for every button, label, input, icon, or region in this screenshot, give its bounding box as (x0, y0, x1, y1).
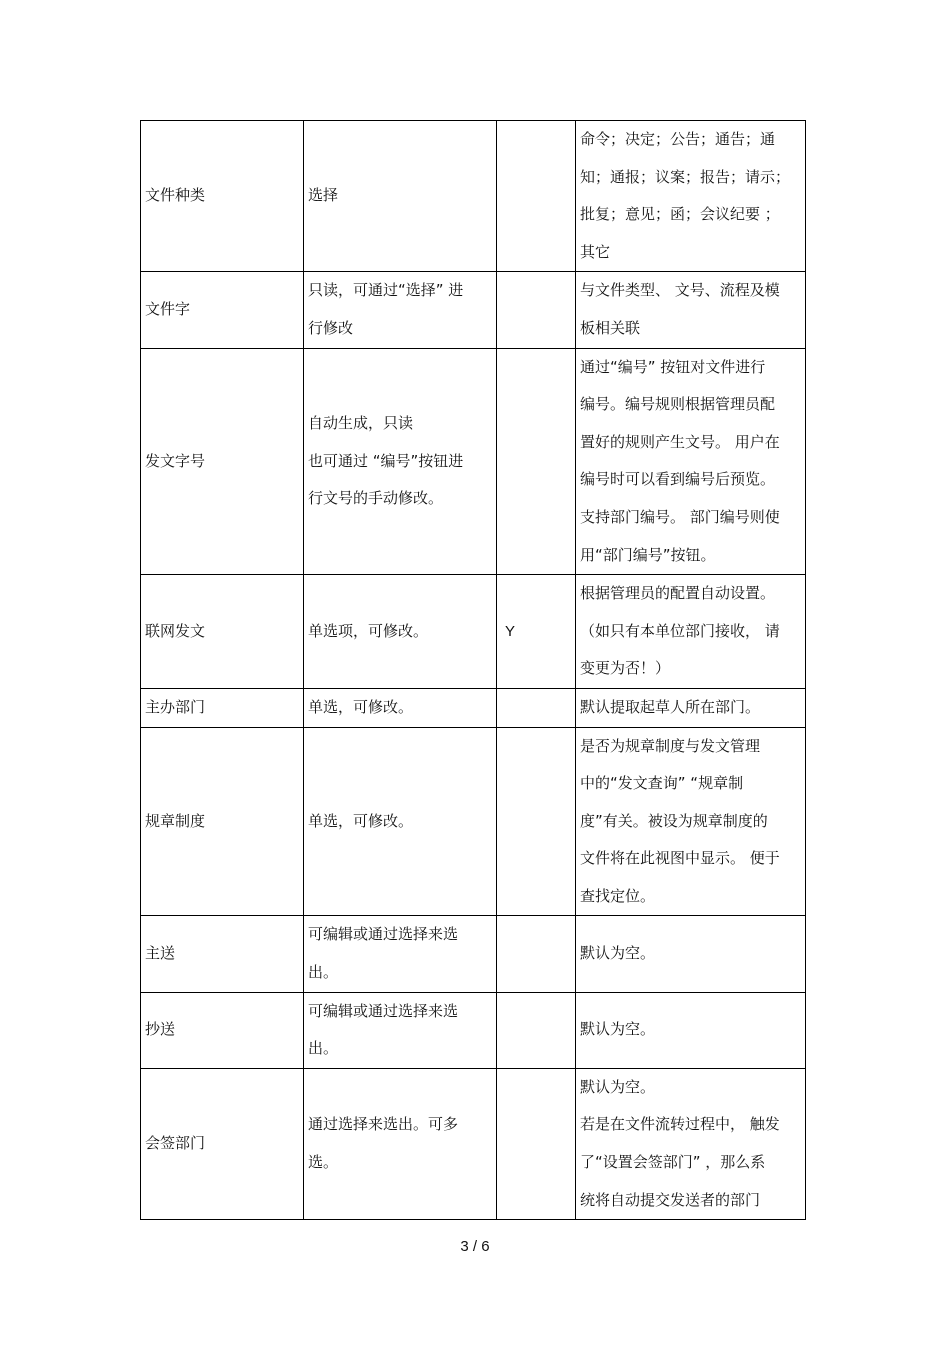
field-note-line: 支持部门编号。 部门编号则使 (580, 507, 780, 526)
field-flag (501, 301, 505, 318)
field-note-line: 是否为规章制度与发文管理 (580, 736, 761, 755)
field-note-line: 默认提取起草人所在部门。 (580, 697, 761, 716)
field-behavior-line: 单选项，可修改。 (308, 621, 429, 640)
field-behavior-cell (304, 272, 497, 348)
field-flag-cell (497, 688, 576, 727)
field-note-cell (576, 688, 806, 727)
field-flag-cell (497, 348, 576, 575)
field-behavior-line: 单选，可修改。 (308, 697, 414, 716)
field-note-line: 统将自动提交发送者的部门 (580, 1190, 761, 1209)
field-flag-cell (497, 121, 576, 272)
field-flag-cell (497, 272, 576, 348)
field-behavior-cell (304, 348, 497, 575)
field-note-line: 编号。编号规则根据管理员配 (580, 395, 776, 414)
field-name: 会签部门 (145, 1134, 206, 1153)
field-behavior-line: 出。 (308, 1039, 339, 1058)
field-name-cell (141, 575, 304, 689)
field-behavior-line: 只读，可通过“选择” 进 (308, 281, 464, 300)
table-row (141, 272, 806, 348)
field-behavior-line: 也可通过 “编号”按钮进 (308, 451, 464, 470)
field-name-cell (141, 1068, 304, 1219)
field-behavior-line: 出。 (308, 963, 339, 982)
field-note-line: 置好的规则产生文号。 用户在 (580, 432, 780, 451)
table-row (141, 727, 806, 916)
field-flag-cell (497, 575, 576, 689)
field-behavior-cell (304, 121, 497, 272)
field-name-cell (141, 727, 304, 916)
field-behavior-cell (304, 575, 497, 689)
field-note-cell (576, 272, 806, 348)
table-row (141, 575, 806, 689)
field-flag (501, 1135, 505, 1152)
field-flag (501, 813, 505, 830)
field-behavior-cell (304, 688, 497, 727)
field-note-line: 其它 (580, 242, 611, 261)
field-note-line: 批复；意见；函；会议纪要 ； (580, 205, 780, 224)
field-behavior-line: 可编辑或通过选择来选 (308, 1001, 459, 1020)
field-note-line: 度”有关。被设为规章制度的 (580, 811, 768, 830)
field-note-line: 板相关联 (580, 318, 641, 337)
field-behavior-cell (304, 1068, 497, 1219)
field-name-cell (141, 688, 304, 727)
field-name: 主办部门 (145, 697, 206, 716)
field-name: 文件种类 (145, 186, 206, 205)
field-behavior-line: 单选，可修改。 (308, 811, 414, 830)
field-note-cell (576, 727, 806, 916)
field-flag (501, 453, 505, 470)
field-flag (501, 1021, 505, 1038)
field-name: 发文字号 (145, 451, 206, 470)
field-note-line: 默认为空。 (580, 944, 656, 963)
field-note-line: 知；通报；议案；报告；请示； (580, 167, 791, 186)
field-note-cell (576, 916, 806, 992)
field-note-line: 若是在文件流转过程中， 触发 (580, 1115, 780, 1134)
field-name-cell (141, 272, 304, 348)
field-note-line: 了“设置会签部门” ，那么系 (580, 1153, 766, 1172)
field-name: 抄送 (145, 1020, 176, 1039)
field-behavior-line: 行文号的手动修改。 (308, 489, 444, 508)
field-name: 规章制度 (145, 811, 206, 830)
table-row (141, 1068, 806, 1219)
field-note-cell (576, 121, 806, 272)
field-note-line: 与文件类型、 文号、流程及模 (580, 281, 780, 300)
field-note-cell (576, 1068, 806, 1219)
field-behavior-line: 自动生成，只读 (308, 413, 414, 432)
field-behavior-line: 可编辑或通过选择来选 (308, 925, 459, 944)
field-note-cell (576, 348, 806, 575)
page-number: 3 / 6 (460, 1238, 490, 1255)
field-note-line: 查找定位。 (580, 886, 656, 905)
field-spec-table-body (141, 121, 806, 1220)
field-note-line: 根据管理员的配置自动设置。 (580, 584, 776, 603)
field-flag-cell (497, 916, 576, 992)
field-flag-cell (497, 992, 576, 1068)
field-behavior-line: 选择 (308, 186, 339, 205)
field-note-line: 命令；决定；公告；通告；通 (580, 130, 776, 148)
field-behavior-line: 行修改 (308, 318, 354, 337)
field-behavior-cell (304, 916, 497, 992)
field-note-line: 用“部门编号”按钮。 (580, 545, 716, 564)
field-flag-cell (497, 1068, 576, 1219)
field-flag: Y (505, 622, 516, 640)
table-row (141, 348, 806, 575)
table-row (141, 688, 806, 727)
field-name-cell (141, 121, 304, 272)
field-name: 联网发文 (145, 621, 206, 640)
field-name: 主送 (145, 944, 176, 963)
field-flag-cell (497, 727, 576, 916)
field-behavior-line: 通过选择来选出。可多 (308, 1115, 459, 1134)
field-note-line: （如只有本单位部门接收， 请 (580, 621, 780, 640)
field-behavior-line: 选。 (308, 1153, 339, 1172)
field-note-line: 变更为否！） (580, 659, 671, 678)
field-note-line: 编号时可以看到编号后预览。 (580, 470, 776, 489)
field-name-cell (141, 348, 304, 575)
field-note-line: 默认为空。 (580, 1077, 656, 1096)
table-row (141, 992, 806, 1068)
field-spec-table (140, 120, 806, 1220)
field-note-cell (576, 575, 806, 689)
field-note-line: 通过“编号” 按钮对文件进行 (580, 357, 766, 376)
field-behavior-cell (304, 727, 497, 916)
field-note-line: 默认为空。 (580, 1020, 656, 1039)
field-behavior-cell (304, 992, 497, 1068)
table-row (141, 916, 806, 992)
field-note-line: 文件将在此视图中显示。 便于 (580, 849, 780, 868)
field-flag (501, 945, 505, 962)
field-note-line: 中的“发文查询” “规章制 (580, 774, 744, 793)
field-note-cell (576, 992, 806, 1068)
table-row (141, 121, 806, 272)
field-name-cell (141, 916, 304, 992)
field-flag (501, 187, 505, 204)
field-flag (501, 699, 505, 716)
field-name: 文件字 (145, 300, 191, 319)
field-name-cell (141, 992, 304, 1068)
